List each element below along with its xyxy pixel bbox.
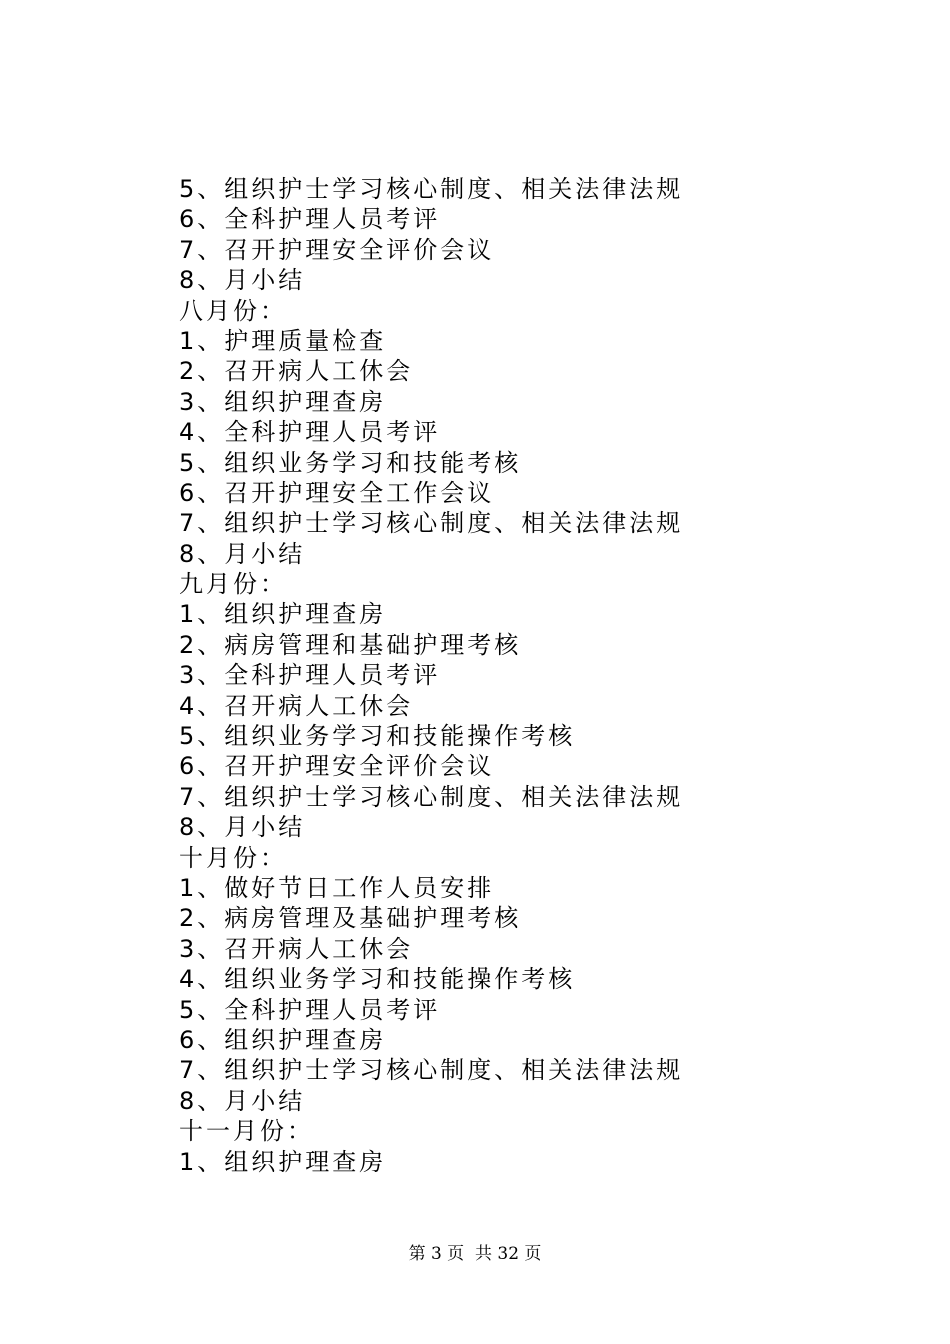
text-line: 4、召开病人工休会: [179, 691, 414, 720]
text-line: 1、护理质量检查: [179, 326, 387, 355]
text-line: 7、组织护士学习核心制度、相关法律法规: [179, 509, 684, 538]
text-line: 7、召开护理安全评价会议: [179, 235, 495, 264]
text-line: 8、月小结: [179, 1086, 306, 1115]
text-line: 2、召开病人工休会: [179, 357, 414, 386]
text-line: 3、组织护理查房: [179, 387, 387, 416]
text-line: 2、病房管理和基础护理考核: [179, 630, 522, 659]
text-line: 1、组织护理查房: [179, 600, 387, 629]
text-line: 4、全科护理人员考评: [179, 418, 441, 447]
section-heading-september: 九月份：: [179, 570, 287, 599]
text-line: 4、组织业务学习和技能操作考核: [179, 965, 576, 994]
text-line: 7、组织护士学习核心制度、相关法律法规: [179, 1056, 684, 1085]
section-heading-october: 十月份：: [179, 843, 287, 872]
section-heading-august: 八月份：: [179, 296, 287, 325]
text-line: 5、组织业务学习和技能操作考核: [179, 722, 576, 751]
text-line: 6、全科护理人员考评: [179, 205, 441, 234]
page-number-footer: 第 3 页 共 32 页: [408, 1244, 542, 1264]
text-line: 8、月小结: [179, 539, 306, 568]
text-line: 5、全科护理人员考评: [179, 995, 441, 1024]
document-body: [179, 174, 899, 1177]
text-line: 5、组织护士学习核心制度、相关法律法规: [179, 175, 684, 203]
text-line: 8、月小结: [179, 813, 306, 842]
text-line: 1、做好节日工作人员安排: [179, 873, 495, 902]
text-line: 5、组织业务学习和技能考核: [179, 448, 522, 477]
text-line: 3、召开病人工休会: [179, 934, 414, 963]
text-line: 1、组织护理查房: [179, 1147, 387, 1176]
text-line: 2、病房管理及基础护理考核: [179, 904, 522, 933]
text-line: 7、组织护士学习核心制度、相关法律法规: [179, 782, 684, 811]
text-line: 3、全科护理人员考评: [179, 661, 441, 690]
text-line: 6、召开护理安全工作会议: [179, 478, 495, 507]
text-line: 8、月小结: [179, 266, 306, 295]
text-line: 6、召开护理安全评价会议: [179, 752, 495, 781]
section-heading-november: 十一月份：: [179, 1117, 314, 1146]
text-line: 6、组织护理查房: [179, 1025, 387, 1054]
